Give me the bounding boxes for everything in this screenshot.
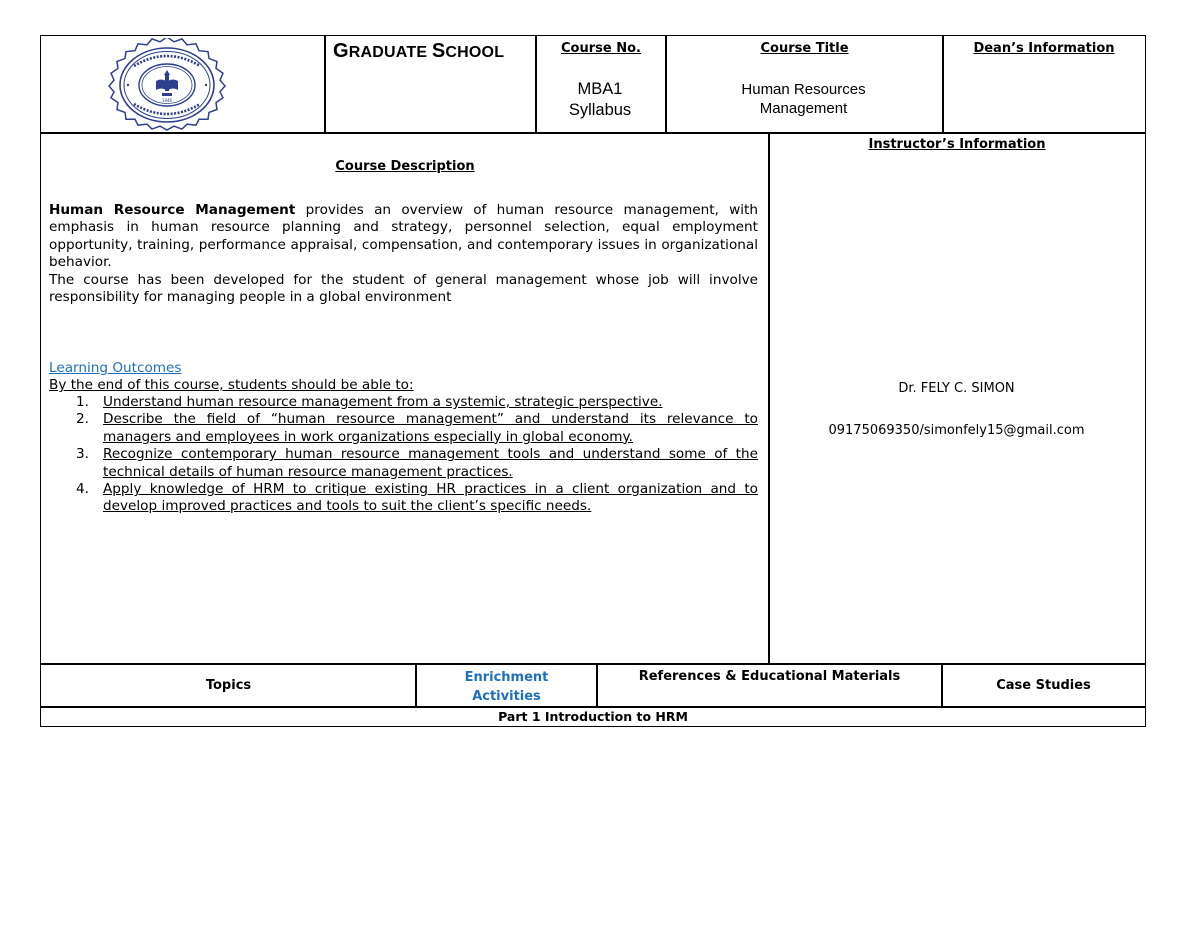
course-no-value: MBA1 Syllabus [568, 80, 632, 119]
course-description-heading: Course Description [335, 159, 475, 174]
list-item: 4. Apply knowledge of HRM to critique existing HR practices in a client organization and to develop improved practices and tools to suit the client’s specific needs. [76, 481, 758, 515]
course-title-label: Course Title [760, 41, 849, 56]
course-description-text: Human Resource Management provides an overview of human resource management, with emphasis in human resource planning and strategy, personnel selection, equal employment opportunity, training, performance appraisal, compensation, and contemporary issues in organizational behavior. The course has been developed for the student of general management whose job will involve responsibility for managing people in a global environment [49, 202, 758, 306]
instructor-name: Dr. FELY C. SIMON [898, 381, 1015, 396]
learning-outcomes-intro: By the end of this course, students should be able to: [49, 377, 414, 393]
list-item: 2. Describe the field of “human resource management” and understand its relevance to managers and employees in work organizations especially in global economy. [76, 411, 758, 445]
list-item: 1. Understand human resource management from a systemic, strategic perspective. [76, 394, 663, 410]
course-title-value: Human Resources Management [741, 81, 866, 117]
part-row-title: Part 1 Introduction to HRM [498, 709, 688, 724]
dean-information-label: Dean’s Information [973, 41, 1115, 56]
school-name: GRADUATE SCHOOL [333, 40, 505, 62]
instructor-contact: 09175069350/simonfely15@gmail.com [828, 423, 1085, 438]
instructor-information-cell [768, 132, 1146, 665]
learning-outcomes-title: Learning Outcomes [49, 360, 182, 376]
svg-text:1946: 1946 [161, 98, 173, 103]
course-no-label: Course No. [561, 41, 641, 56]
case-studies-header: Case Studies [996, 678, 1091, 693]
instructor-information-label: Instructor’s Information [868, 137, 1046, 152]
list-item: 3. Recognize contemporary human resource management tools and understand some of the technical details of human resource management practices. [76, 446, 758, 480]
learning-outcomes-list [49, 394, 758, 516]
university-seal-logo [104, 38, 230, 132]
topics-header: Topics [205, 678, 252, 693]
references-header: References & Educational Materials [638, 669, 901, 684]
enrichment-activities-header: Enrichment Activities [464, 670, 549, 704]
